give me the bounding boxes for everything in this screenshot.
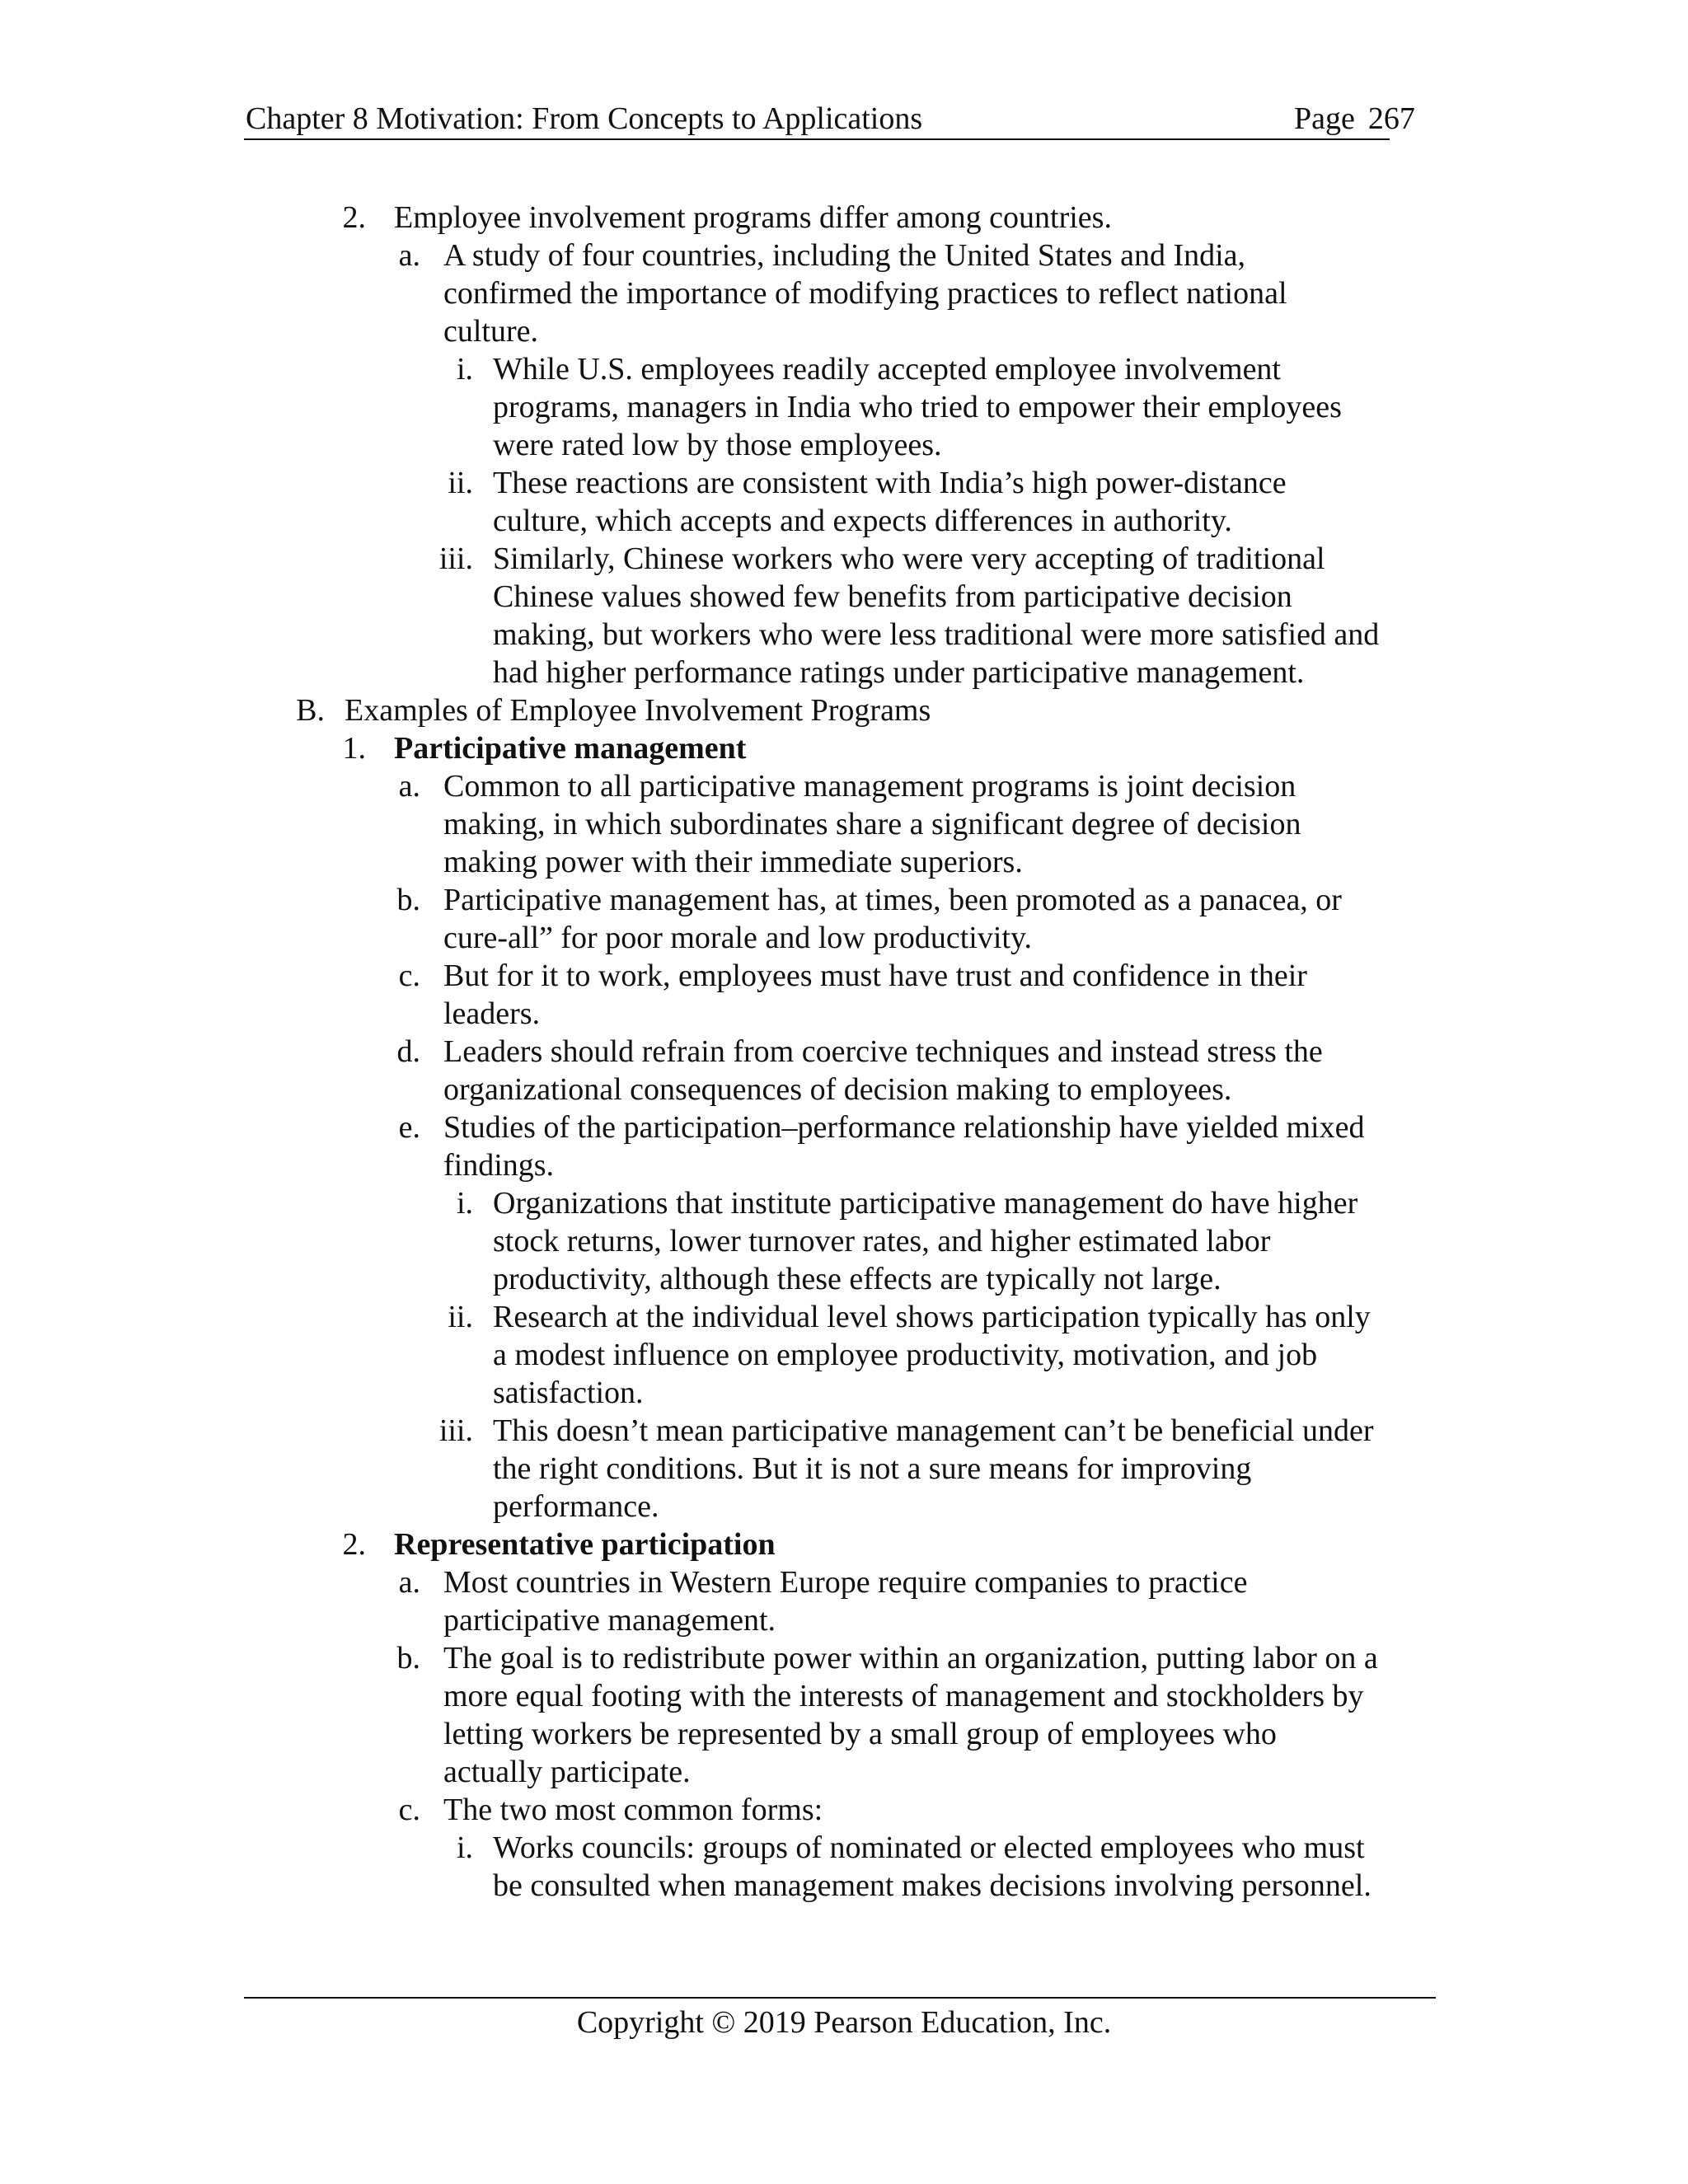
item-marker: i.: [456, 1186, 473, 1221]
chapter-title: Chapter 8 Motivation: From Concepts to Applications: [246, 101, 923, 136]
text-line: making, but workers who were less traditional were more satisfied and: [493, 617, 1380, 652]
text-line: Studies of the participation–performance relationship have yielded mixed: [443, 1110, 1365, 1145]
text-line: Research at the individual level shows participation typically has only: [493, 1300, 1371, 1334]
item-marker: i.: [456, 352, 473, 387]
item-text: [443, 767, 1688, 881]
outline-item-B1a: [0, 767, 1688, 881]
text-line: Works councils: groups of nominated or elected employees who must: [493, 1830, 1365, 1865]
text-line: Most countries in Western Europe require companies to practice: [443, 1565, 1248, 1600]
text-line: organizational consequences of decision making to employees.: [443, 1072, 1232, 1107]
text-line: more equal footing with the interests of management and stockholders by: [443, 1679, 1364, 1713]
item-text: [394, 1526, 1688, 1563]
item-marker: a.: [398, 1565, 420, 1600]
header-rule: [244, 138, 1390, 140]
item-text: [493, 1298, 1688, 1412]
outline-item-B2c: [0, 1791, 1688, 1829]
text-line: the right conditions. But it is not a sure means for improving: [493, 1451, 1252, 1486]
outline-item-B2b: [0, 1639, 1688, 1791]
item-marker: ii.: [448, 1300, 473, 1334]
item-text: [493, 350, 1688, 464]
text-line: programs, managers in India who tried to empower their employees: [493, 390, 1342, 424]
outline-item-B1e: [0, 1108, 1688, 1184]
item-text: [443, 237, 1688, 350]
outline-item-B1b: [0, 881, 1688, 957]
text-line: The two most common forms:: [443, 1793, 823, 1827]
page-number: 267: [1367, 101, 1415, 136]
text-line: These reactions are consistent with India’s high power-distance: [493, 466, 1287, 500]
item-text: [493, 1412, 1688, 1526]
outline-item-B1e-i: [0, 1184, 1688, 1298]
text-line: productivity, although these effects are typically not large.: [493, 1262, 1221, 1296]
copyright-footer: Copyright © 2019 Pearson Education, Inc.: [576, 2005, 1112, 2040]
item-marker: a.: [398, 769, 420, 804]
outline-item-B2c-i: [0, 1829, 1688, 1905]
item-text: [493, 464, 1688, 540]
text-line: cure-all” for poor morale and low productivity.: [443, 921, 1033, 955]
outline-item-B: [0, 691, 1688, 729]
item-marker: 2.: [342, 1527, 366, 1562]
item-marker: 2.: [342, 200, 366, 235]
text-line: Organizations that institute participative management do have higher: [493, 1186, 1358, 1221]
text-line: a modest influence on employee productivity, motivation, and job: [493, 1338, 1318, 1372]
text-line: performance.: [493, 1489, 659, 1524]
text-line: leaders.: [443, 996, 541, 1031]
text-line: While U.S. employees readily accepted employee involvement: [493, 352, 1281, 387]
text-line: participative management.: [443, 1603, 776, 1638]
item-text: [394, 729, 1688, 767]
text-line: Participative management has, at times, been promoted as a panacea, or: [443, 883, 1342, 917]
text-line: letting workers be represented by a small group of employees who: [443, 1717, 1277, 1751]
text-line: confirmed the importance of modifying practices to reflect national: [443, 276, 1287, 311]
item-text: [443, 1108, 1688, 1184]
item-marker: 1.: [342, 731, 366, 766]
outline-item-B1: [0, 729, 1688, 767]
text-line: satisfaction.: [493, 1376, 644, 1410]
item-marker: B.: [296, 693, 325, 728]
text-line: culture, which accepts and expects differences in authority.: [493, 504, 1232, 538]
item-text: [394, 199, 1688, 237]
text-line: findings.: [443, 1148, 555, 1183]
text-line: stock returns, lower turnover rates, and higher estimated labor: [493, 1224, 1271, 1258]
subsection-heading: Representative participation: [394, 1527, 776, 1562]
item-marker: i.: [456, 1830, 473, 1865]
item-text: [345, 691, 1688, 729]
item-marker: c.: [398, 958, 420, 993]
item-text: [443, 1563, 1688, 1639]
text-line: making power with their immediate superiors.: [443, 845, 1023, 879]
text-line: culture.: [443, 314, 539, 349]
text-line: Leaders should refrain from coercive techniques and instead stress the: [443, 1034, 1323, 1069]
outline-item-B2: [0, 1526, 1688, 1563]
text-line: This doesn’t mean participative management can’t be beneficial under: [493, 1413, 1374, 1448]
text-line: were rated low by those employees.: [493, 428, 942, 462]
outline-item-B2a: [0, 1563, 1688, 1639]
outline-item-B1d: [0, 1033, 1688, 1108]
item-text: [443, 1033, 1688, 1108]
section-heading: Examples of Employee Involvement Programs: [345, 693, 931, 728]
outline-item-B1e-ii: [0, 1298, 1688, 1412]
page-header: [246, 97, 1432, 140]
text-line: actually participate.: [443, 1755, 691, 1789]
item-marker: ii.: [448, 466, 473, 500]
text-line: Similarly, Chinese workers who were very accepting of traditional: [493, 541, 1325, 576]
text-line: Common to all participative management programs is joint decision: [443, 769, 1296, 804]
outline-content: [0, 199, 1688, 1905]
text-line: be consulted when management makes decisions involving personnel.: [493, 1868, 1372, 1903]
text-line: Employee involvement programs differ among countries.: [394, 200, 1112, 235]
item-text: [443, 881, 1688, 957]
item-marker: c.: [398, 1793, 420, 1827]
item-text: [443, 957, 1688, 1033]
item-marker: b.: [396, 1641, 420, 1675]
item-marker: b.: [396, 883, 420, 917]
text-line: The goal is to redistribute power within an organization, putting labor on a: [443, 1641, 1378, 1675]
page-label: Page: [1294, 101, 1355, 136]
text-line: Chinese values showed few benefits from participative decision: [493, 579, 1292, 614]
subsection-heading: Participative management: [394, 731, 747, 766]
item-marker: a.: [398, 238, 420, 273]
page-number-label: [1294, 97, 1415, 140]
item-text: [443, 1639, 1688, 1791]
item-text: [493, 540, 1688, 691]
item-marker: d.: [396, 1034, 420, 1069]
item-marker: iii.: [438, 1413, 473, 1448]
item-text: [493, 1829, 1688, 1905]
text-line: A study of four countries, including the United States and India,: [443, 238, 1246, 273]
outline-item-2a: [0, 237, 1688, 350]
outline-item-2: [0, 199, 1688, 237]
outline-item-2a-ii: [0, 464, 1688, 540]
text-line: But for it to work, employees must have trust and confidence in their: [443, 958, 1307, 993]
item-marker: e.: [398, 1110, 420, 1145]
outline-item-2a-i: [0, 350, 1688, 464]
outline-item-B1c: [0, 957, 1688, 1033]
text-line: had higher performance ratings under participative management.: [493, 655, 1305, 690]
item-text: [493, 1184, 1688, 1298]
outline-item-B1e-iii: [0, 1412, 1688, 1526]
item-marker: iii.: [438, 541, 473, 576]
item-text: [443, 1791, 1688, 1829]
footer-rule: [244, 1997, 1436, 1999]
text-line: making, in which subordinates share a significant degree of decision: [443, 807, 1301, 841]
outline-item-2a-iii: [0, 540, 1688, 691]
